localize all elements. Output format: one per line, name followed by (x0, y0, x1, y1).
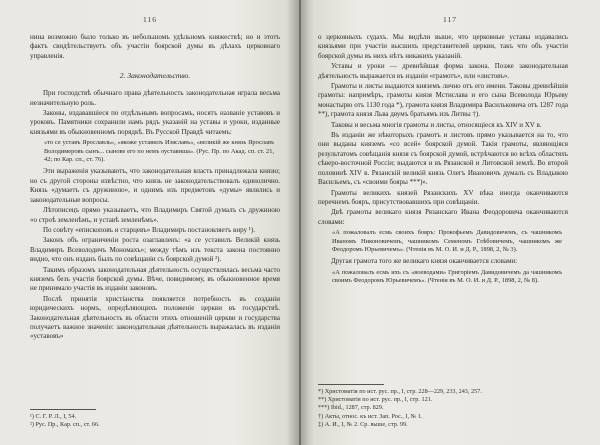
book-gutter-line (299, 0, 301, 445)
quotation-block: «то се уставъ Ярославль», «якоже уставилъ Изяславъ», «великій же князь Ярославъ Володимеровъ сынъ... сынове его по немъ оуставиша». (Рус. Пр. по Акад. сп. ст. 21, 42; по Кар. сп., ст. 76). (44, 139, 274, 164)
footnote: ¹) С. Г. Р. Л., I, 54. (30, 412, 77, 420)
paragraph: Законъ объ ограниченіи роста озаглавленъ: «а се уставилъ Великій князь Владимиръ Всеволодичъ Мономахъ»; между тѣмъ изъ текста закона постоянно видно, что онъ изданъ былъ по совѣщаніи съ боярской думой ²). (30, 236, 280, 264)
footnote: ***) Ibid., 1287, стр. 829. (318, 404, 384, 412)
paragraph: Такимъ образомъ законодательная дѣятельность осуществлялась весьма часто княземъ безъ участія боярской думы. Вѣче, повидимому, въ обыкновенное время не принимало участія въ изданіи законовъ. (30, 265, 280, 293)
left-footnotes (30, 409, 280, 429)
paragraph: Въ изданіи же нѣкоторыхъ грамотъ и листовъ прямо указывается на то, что они выданы княземъ «со всей» боярской думой. Такія грамоты, являющіяся результатомъ совѣщанія князя съ боярской думой, встрѣчаются во всѣхъ областяхъ сѣверо-восточной Россіи; выдаются и въ Рязанской и Литовской землѣ. Во второй половинѣ XIV в. Рязанскій великій князь Олегъ Ивановичъ думалъ съ Владыкою Васильемъ, съ «своими бояры ***)». (318, 131, 568, 187)
paragraph: Лѣтописецъ прямо указываетъ, что Владимиръ Святой думалъ съ дружиною «о строѣ земленѣмъ, и уставѣ земленѣмъ». (30, 206, 280, 224)
left-text-column (0, 33, 300, 342)
paragraph: Уставы и уроки — древнѣйшая форма закона. Позже законодательная дѣятельность выражается въ изданіи «грамотъ», или «листовъ». (318, 62, 568, 80)
footnote: *) Христоматія по ист. рус. пр., I, стр. 228—229, 233, 243, 257. (318, 387, 482, 395)
page-number-left: 116 (143, 15, 157, 24)
paragraph: Законы, издававшіеся по отдѣльнымъ вопросамъ, носятъ названіе уставовъ и уроковъ. Памятники сохранили намъ рядъ указаній на уставы и уроки, изданные князьями въ обыкновенномъ порядкѣ. Въ Русской Правдѣ читаемъ: (30, 109, 280, 136)
section-heading: 2. Законодательство. (119, 71, 191, 81)
quotation-block: «А пожаловалъ есмь своихъ бояръ: Прокофьемъ Давидовичемъ, съ чашникомъ Иваномъ Никоновичемъ, чашникомъ Семеномъ Глѣбовичемъ, чашникомъ же Феодоромъ Юрьевичемъ». (Чтенія въ М. О. И. и Д. Р., 1898, 2, № 3). (332, 229, 562, 253)
paragraph: Двѣ грамоты великаго князя Рязанскаго Ивана Феодоровича оканчиваются словами: (318, 208, 568, 226)
footnote-rule (30, 409, 96, 410)
paragraph: нина возможно было только въ небольшомъ удѣльномъ княжествѣ; но и этотъ фактъ свидѣтельствуетъ объ участіи боярской думы въ дѣлахъ церковнаго управленія. (30, 33, 280, 60)
right-text-column (300, 33, 600, 286)
footnote: ‡) А. И., I, № 2. Ср. выше, стр. 99. (318, 420, 408, 428)
footnote: **) Христоматія по ист. рус. пр., I, стр. 121. (318, 396, 433, 404)
paragraph: Другая грамота того же великаго князя оканчивается словами: (331, 257, 518, 266)
page-number-right: 117 (443, 15, 457, 24)
paragraph: По совѣту «епископовъ и старцевъ» Владимиръ постановляетъ виру ¹). (43, 225, 255, 234)
paragraph: Послѣ принятія христіанства появляется потребность въ созданіи юридическихъ нормъ, опредѣляющихъ положеніе церкви въ государствѣ. Законодательная дѣятельность въ области этихъ отношеній церкви и государства получаетъ важное значеніе: законодательная дѣятельность выражалась въ изданіи «уставовъ» (30, 294, 280, 341)
footnote: ²) Рус. Пр., Кар. сп., ст. 66. (30, 420, 100, 428)
footnote: †) Акты, относ. къ ист. Зап. Рос., I, № 1. (318, 412, 423, 420)
quotation-block: «А пожаловалъ есмь ихъ съ «воеводами» Григоріемъ Давидовичемъ да чашникомъ своимъ Феодоромъ Юрьевичемъ». (Чтенія въ М. О. И. и Д. Р., 1898, 2, № 8). (332, 268, 562, 285)
paragraph: о церковныхъ судахъ. Мы видѣли выше, что церковные уставы издавались князьями при участіи высшихъ представителей церкви, такъ что объ участіи боярской думы въ нихъ нѣтъ никакихъ указаній. (318, 33, 568, 60)
paragraph: Эти выраженія указываютъ, что законодательная власть принадлежала князю; но съ другой стороны извѣстно, что князь не законодательствовалъ единолично. Князь «думаетъ съ дружиною», и однимъ изъ предметовъ «думы» являлись и законодательные вопросы. (30, 167, 280, 204)
footnote-rule (318, 384, 384, 385)
paragraph: Грамоты и листы выдаются княземъ лично отъ его имени. Таковы древнѣйшія грамоты: напримѣръ, грамоты князя Мстислава и его сына Всеволода Юрьеву монастырю отъ 1130 года *), грамота князя Владимира Васильковича отъ 1287 года **), грамота князя Льва двумъ братьямъ изъ Литвы †). (318, 82, 568, 119)
right-page (300, 0, 600, 445)
paragraph: Грамоты великихъ князей Рязанскихъ XV вѣка иногда оканчиваются перечнемъ бояръ, присутствовавшихъ при совѣщаніи. (318, 188, 568, 206)
paragraph: Таковы и весьма многія грамоты и листы, относящіеся къ XIV и XV в. (331, 120, 542, 129)
paragraph: При господствѣ обычнаго права дѣятельность законодательная играла весьма незначительную роль. (30, 89, 280, 107)
right-footnotes (318, 384, 568, 429)
